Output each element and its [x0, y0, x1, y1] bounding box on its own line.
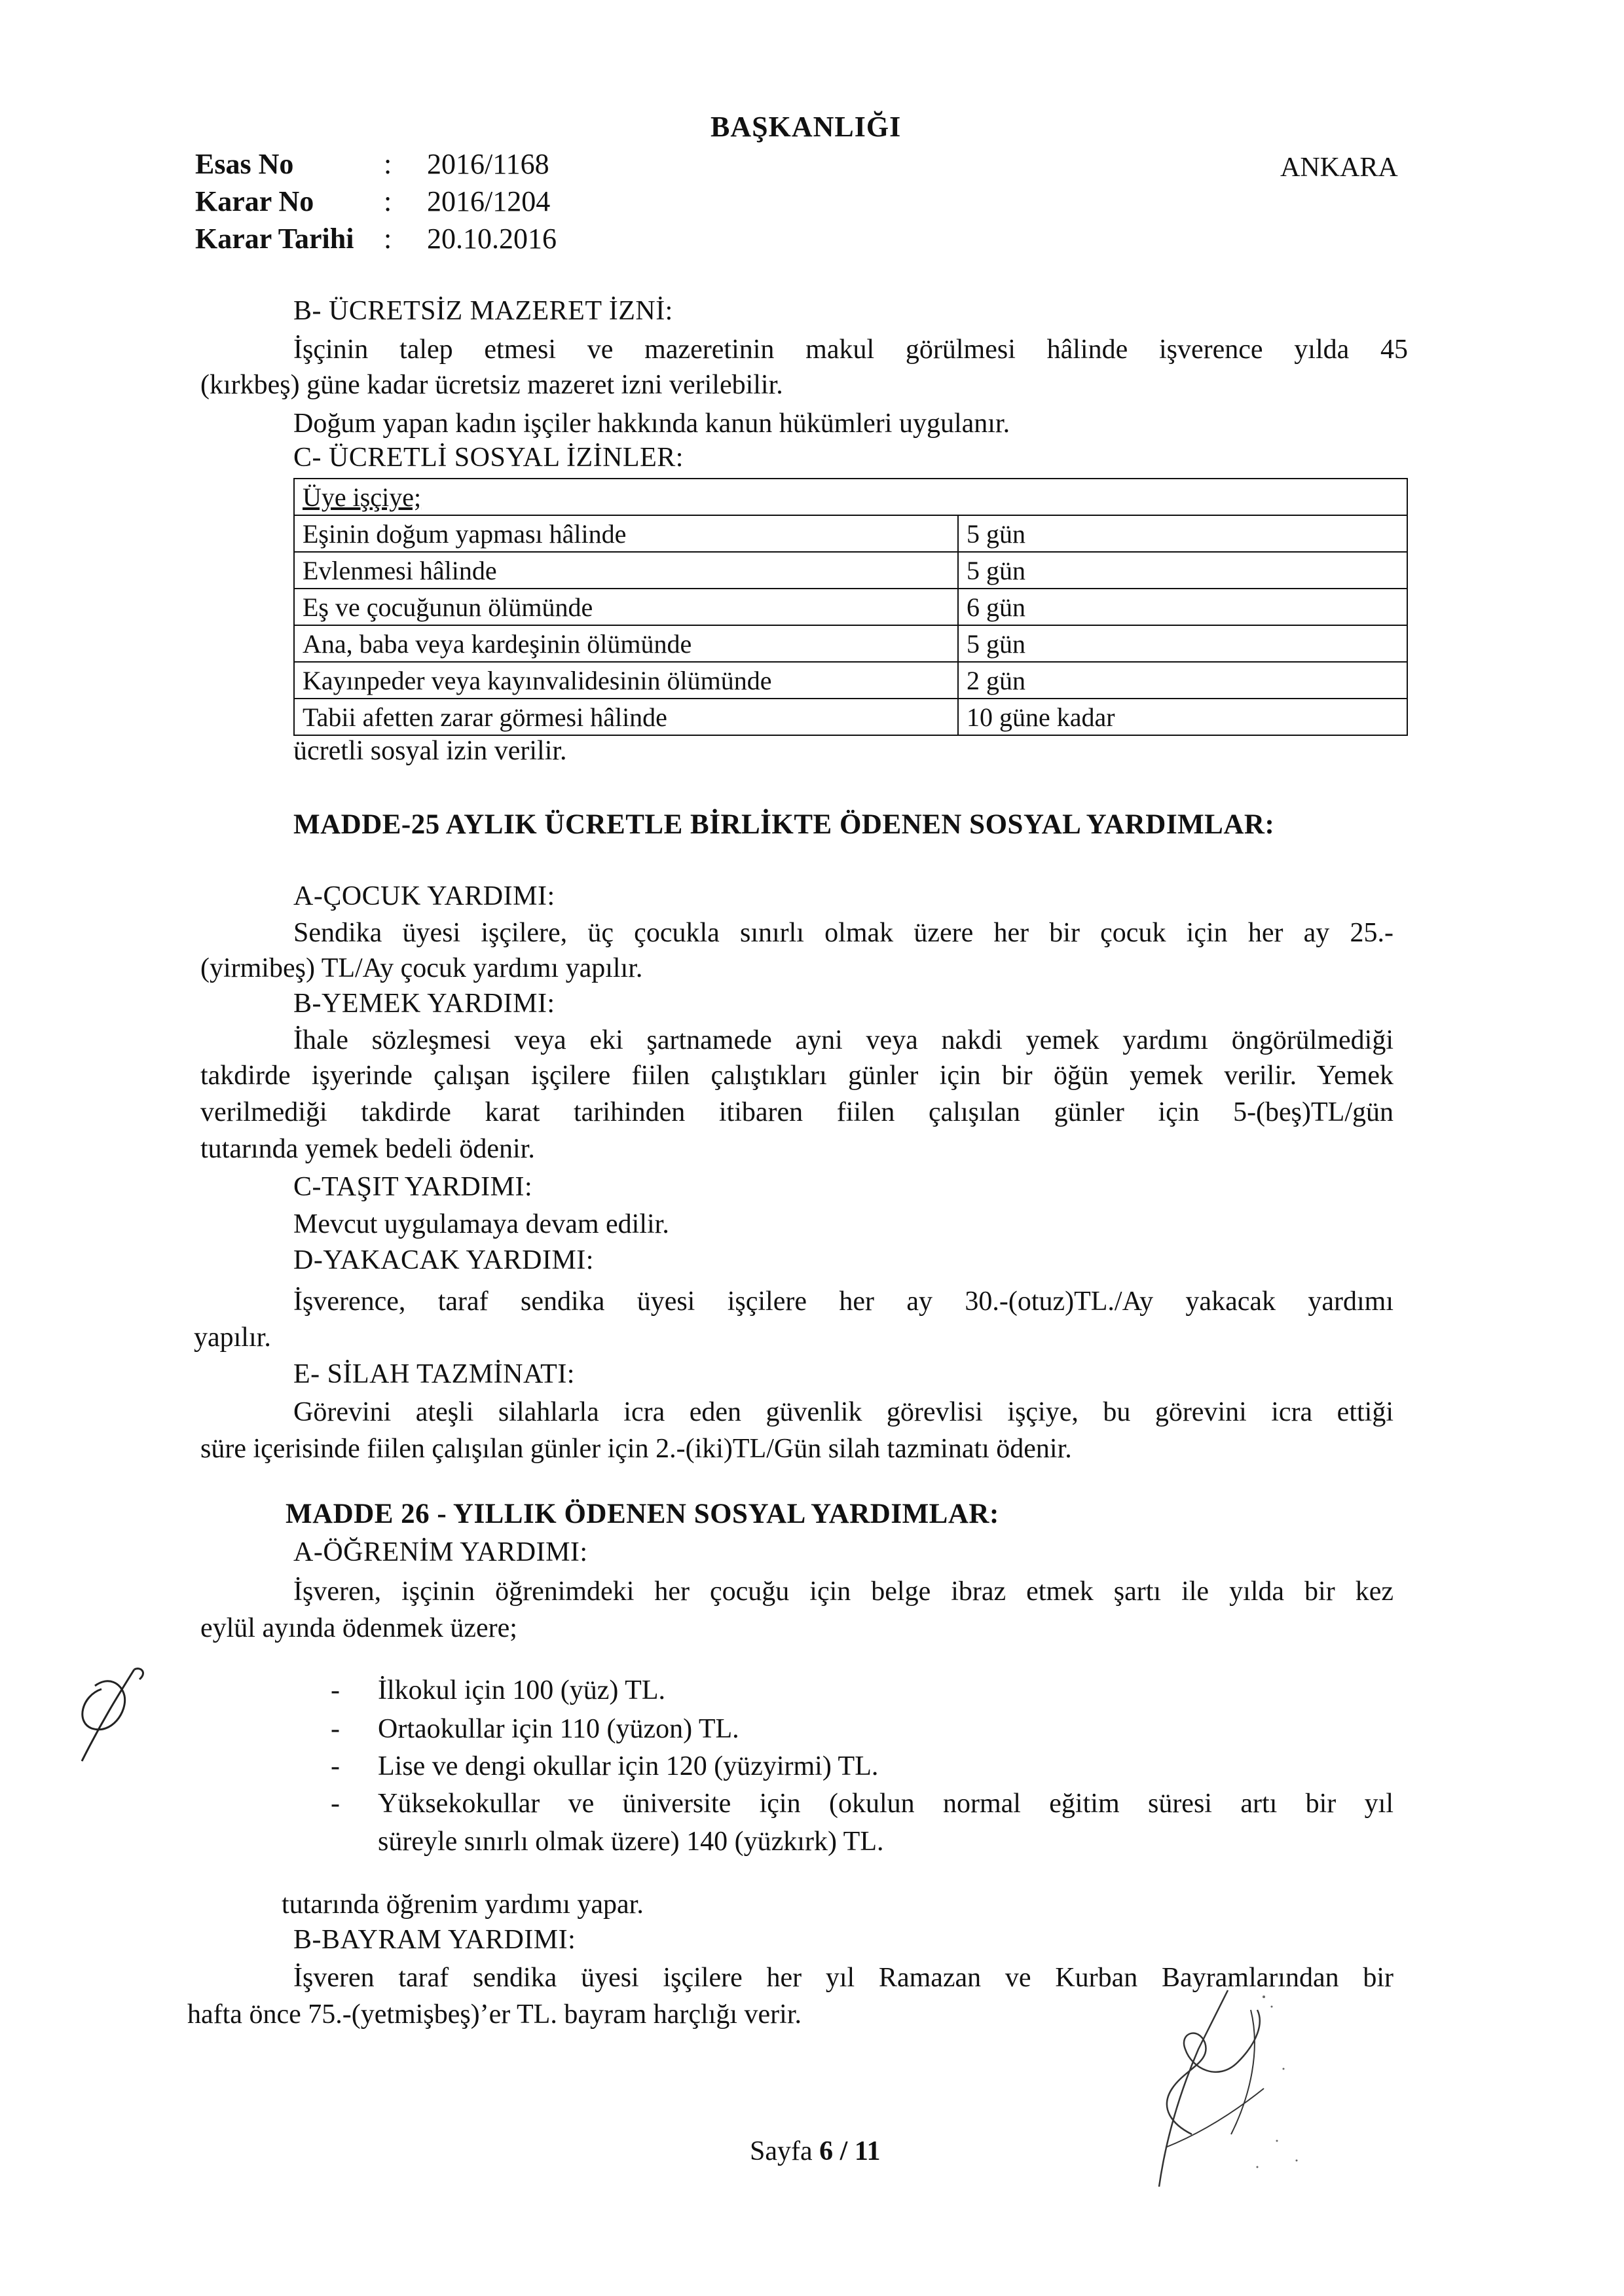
meta-sep: :	[384, 223, 392, 255]
subsection-heading: B-BAYRAM YARDIMI:	[293, 1925, 576, 1955]
table-header-row	[294, 479, 1407, 515]
meta-sep: :	[384, 148, 392, 180]
list-text: Yüksekokullar ve üniversite için (okulun normal eğitim süresi artı bir yıl	[378, 1789, 1393, 1819]
paragraph-line: İşveren, işçinin öğrenimdeki her çocuğu için belge ibraz etmek şartı ile yılda bir kez	[293, 1576, 1393, 1607]
subsection-heading: A-ÇOCUK YARDIMI:	[293, 881, 555, 911]
meta-row-tarih	[195, 220, 557, 257]
list-dash: -	[331, 1789, 340, 1819]
page-prefix: Sayfa	[750, 2136, 820, 2166]
subsection-heading: D-YAKACAK YARDIMI:	[293, 1245, 594, 1275]
paragraph-line: İşveren taraf sendika üyesi işçilere her yıl Ramazan ve Kurban Bayramlarından bir	[293, 1963, 1393, 1993]
leave-table	[293, 478, 1408, 736]
signature	[1100, 1971, 1316, 2200]
paragraph-line: tutarında yemek bedeli ödenir.	[200, 1134, 535, 1164]
paragraph-line: yapılır.	[194, 1322, 271, 1353]
meta-value: 2016/1168	[427, 148, 549, 180]
table-cell-value: 5 gün	[958, 552, 1407, 589]
list-item	[331, 1711, 739, 1747]
list-item-continuation: süreyle sınırlı olmak üzere) 140 (yüzkırk) TL.	[378, 1827, 884, 1857]
subsection-heading: E- SİLAH TAZMİNATI:	[293, 1359, 575, 1389]
list-item	[331, 1786, 1393, 1821]
table-row	[294, 515, 1407, 552]
section-heading-ucretli: C- ÜCRETLİ SOSYAL İZİNLER:	[293, 443, 684, 473]
list-dash: -	[331, 1714, 340, 1744]
meta-label: Esas No	[195, 148, 294, 180]
table-row	[294, 552, 1407, 589]
list-item	[331, 1749, 878, 1784]
table-header-label: Üye işçiye;	[303, 483, 422, 512]
paragraph-line: tutarında öğrenim yardımı yapar.	[282, 1889, 644, 1920]
meta-row-esas	[195, 145, 557, 183]
subsection-heading: C-TAŞIT YARDIMI:	[293, 1172, 533, 1202]
table-cell-label: Eşinin doğum yapması hâlinde	[294, 515, 958, 552]
table-row	[294, 699, 1407, 735]
paragraph-line: eylül ayında ödenmek üzere;	[200, 1613, 517, 1643]
paragraph-line: Doğum yapan kadın işçiler hakkında kanun hükümleri uygulanır.	[293, 409, 1010, 439]
meta-value: 2016/1204	[427, 185, 551, 217]
list-dash: -	[331, 1675, 340, 1705]
paragraph-line: Görevini ateşli silahlarla icra eden güvenlik görevlisi işçiye, bu görevini icra ettiği	[293, 1397, 1393, 1427]
city-name: ANKARA	[1280, 153, 1398, 183]
table-row	[294, 625, 1407, 662]
list-item	[331, 1673, 665, 1708]
paragraph-line: Sendika üyesi işçilere, üç çocukla sınırlı olmak üzere her bir çocuk için her ay 25.-	[293, 918, 1393, 948]
paragraph-line: süre içerisinde fiilen çalışılan günler için 2.-(iki)TL/Gün silah tazminatı ödenir.	[200, 1434, 1072, 1464]
page-sep: /	[833, 2136, 855, 2166]
paragraph-line: (yirmibeş) TL/Ay çocuk yardımı yapılır.	[200, 953, 643, 983]
table-footer-text: ücretli sosyal izin verilir.	[293, 736, 567, 766]
paragraph-line: verilmediği takdirde karat tarihinden itibaren fiilen çalışılan günler için 5-(beş)TL/gün	[200, 1097, 1393, 1127]
paragraph-line: İşçinin talep etmesi ve mazeretinin makul görülmesi hâlinde işverence yılda 45	[293, 335, 1408, 365]
institution-title: BAŞKANLIĞI	[710, 111, 902, 143]
meta-label: Karar No	[195, 185, 314, 217]
subsection-heading: B-YEMEK YARDIMI:	[293, 989, 555, 1019]
subsection-heading: A-ÖĞRENİM YARDIMI:	[293, 1537, 588, 1567]
page-number	[750, 2136, 881, 2167]
paragraph-line: takdirde işyerinde çalışan işçilere fiilen çalıştıkları günler için bir öğün yemek verilir. Yemek	[200, 1061, 1393, 1091]
meta-value: 20.10.2016	[427, 223, 557, 255]
paragraph-line: İhale sözleşmesi veya eki şartnamede ayni veya nakdi yemek yardımı öngörülmediği	[293, 1025, 1393, 1055]
list-dash: -	[331, 1751, 340, 1781]
meta-sep: :	[384, 185, 392, 217]
table-cell-value: 5 gün	[958, 515, 1407, 552]
paragraph-line: İşverence, taraf sendika üyesi işçilere her ay 30.-(otuz)TL./Ay yakacak yardımı	[293, 1286, 1393, 1317]
list-text: Ortaokullar için 110 (yüzon) TL.	[378, 1714, 739, 1744]
paragraph-line: (kırkbeş) güne kadar ücretsiz mazeret izni verilebilir.	[200, 370, 783, 400]
meta-label: Karar Tarihi	[195, 223, 354, 255]
page-total: 11	[854, 2136, 881, 2166]
table-cell-label: Kayınpeder veya kayınvalidesinin ölümünde	[294, 662, 958, 699]
table-cell-value: 5 gün	[958, 625, 1407, 662]
table-row	[294, 662, 1407, 699]
section-heading-ucretsiz: B- ÜCRETSİZ MAZERET İZNİ:	[293, 296, 673, 326]
initial-signature	[56, 1650, 160, 1774]
list-text: Lise ve dengi okullar için 120 (yüzyirmi) TL.	[378, 1751, 879, 1781]
table-cell-value: 2 gün	[958, 662, 1407, 699]
table-header-cell	[294, 479, 1407, 515]
paragraph-line: hafta önce 75.-(yetmişbeş)’er TL. bayram harçlığı verir.	[187, 1999, 802, 2030]
table-cell-label: Eş ve çocuğunun ölümünde	[294, 589, 958, 625]
table-row	[294, 589, 1407, 625]
article-title-26: MADDE 26 - YILLIK ÖDENEN SOSYAL YARDIMLAR:	[286, 1499, 999, 1529]
case-meta	[195, 145, 557, 257]
table-cell-label: Ana, baba veya kardeşinin ölümünde	[294, 625, 958, 662]
table-cell-label: Tabii afetten zarar görmesi hâlinde	[294, 699, 958, 735]
table-cell-label: Evlenmesi hâlinde	[294, 552, 958, 589]
paragraph-line: Mevcut uygulamaya devam edilir.	[293, 1209, 669, 1239]
article-title-25: MADDE-25 AYLIK ÜCRETLE BİRLİKTE ÖDENEN SOSYAL YARDIMLAR:	[293, 809, 1275, 840]
list-text: İlkokul için 100 (yüz) TL.	[378, 1675, 665, 1705]
table-cell-value: 10 güne kadar	[958, 699, 1407, 735]
page-current: 6	[819, 2136, 834, 2166]
table-cell-value: 6 gün	[958, 589, 1407, 625]
meta-row-karar	[195, 183, 557, 220]
